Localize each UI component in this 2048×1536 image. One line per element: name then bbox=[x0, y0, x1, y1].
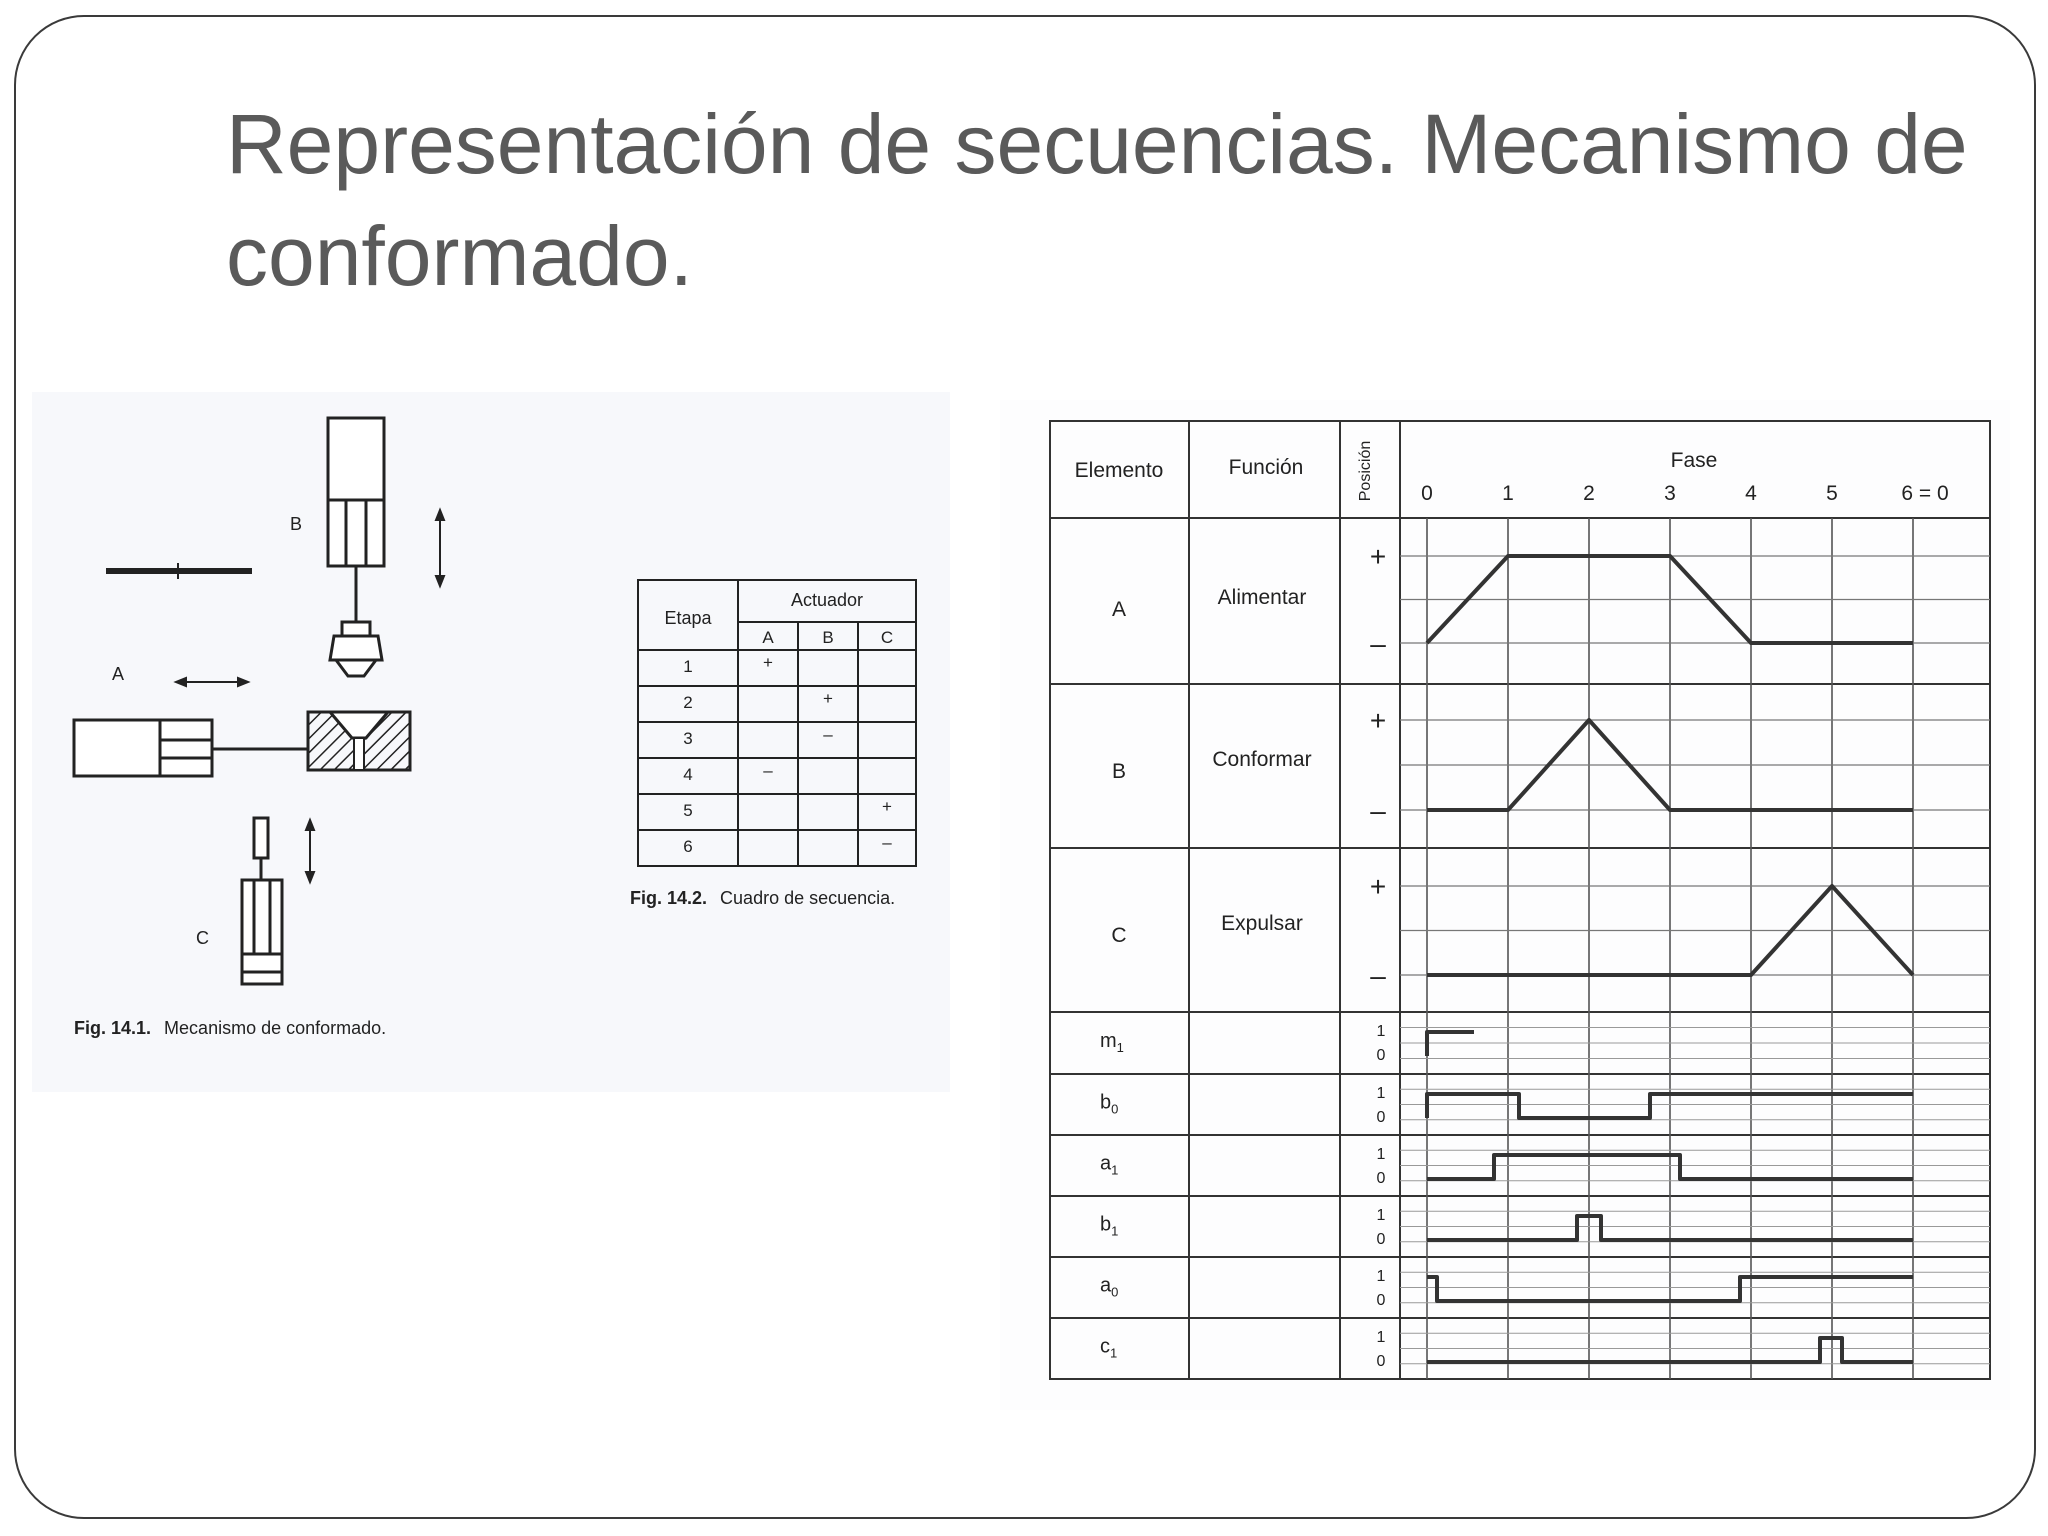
signal-name-sub: 1 bbox=[1111, 1162, 1119, 1178]
table-etapa-cell: 2 bbox=[683, 693, 693, 712]
table-cell-a: – bbox=[763, 761, 773, 780]
signal-name-sub: 1 bbox=[1110, 1345, 1118, 1361]
signal-name bbox=[1100, 1336, 1117, 1361]
elemento-label: B bbox=[1111, 760, 1127, 783]
fig2-caption-bold: Fig. 14.2. bbox=[630, 888, 708, 908]
phase-label: 5 bbox=[1826, 482, 1838, 505]
position-plus: + bbox=[1369, 541, 1387, 572]
signal-name-letter: b bbox=[1100, 1213, 1112, 1236]
table-col-a: A bbox=[762, 628, 774, 647]
fig1-caption-bold: Fig. 14.1. bbox=[74, 1018, 152, 1038]
table-cell-b: – bbox=[823, 725, 833, 744]
fig2-caption-text: Cuadro de secuencia. bbox=[720, 888, 896, 908]
header-fase: Fase bbox=[1670, 449, 1718, 472]
signal-name-letter: a bbox=[1100, 1274, 1112, 1297]
table-cell-a: + bbox=[763, 653, 773, 672]
signal-zero: 0 bbox=[1376, 1292, 1386, 1309]
signal-name bbox=[1100, 1275, 1118, 1300]
table-header-actuador: Actuador bbox=[790, 590, 864, 610]
header-posicion: Posición bbox=[1357, 440, 1374, 502]
signal-name-letter: m bbox=[1100, 1030, 1117, 1052]
position-minus: – bbox=[1370, 960, 1386, 991]
label-c: C bbox=[196, 928, 209, 948]
table-etapa-cell: 1 bbox=[683, 657, 693, 676]
signal-name bbox=[1100, 1030, 1124, 1055]
phase-label: 2 bbox=[1583, 482, 1595, 505]
signal-name-letter: c bbox=[1100, 1335, 1110, 1358]
table-cell-c: + bbox=[882, 797, 892, 816]
phase-label: 3 bbox=[1664, 482, 1676, 505]
signal-name-sub: 1 bbox=[1116, 1040, 1124, 1055]
table-col-b: B bbox=[822, 628, 834, 647]
signal-name bbox=[1100, 1153, 1118, 1178]
elemento-label: A bbox=[1111, 598, 1127, 621]
diagram-grid-structure bbox=[1050, 421, 1990, 1379]
position-plus: + bbox=[1369, 871, 1387, 902]
table-col-c: C bbox=[880, 628, 894, 647]
funcion-label: Expulsar bbox=[1221, 912, 1303, 935]
signal-name-sub: 0 bbox=[1111, 1284, 1119, 1300]
phase-label: 1 bbox=[1502, 482, 1514, 505]
slide-title: Representación de secuencias. Mecanismo de conformado. bbox=[226, 97, 1968, 303]
fig1-caption-text: Mecanismo de conformado. bbox=[164, 1018, 387, 1038]
signal-name bbox=[1100, 1092, 1118, 1117]
header-funcion: Función bbox=[1228, 456, 1304, 479]
signal-one: 1 bbox=[1376, 1329, 1386, 1346]
signal-name-letter: b bbox=[1100, 1091, 1112, 1114]
table-etapa-cell: 4 bbox=[683, 765, 693, 784]
funcion-label: Conformar bbox=[1212, 748, 1312, 771]
signal-one: 1 bbox=[1376, 1023, 1386, 1040]
table-etapa-cell: 6 bbox=[683, 837, 693, 856]
label-a: A bbox=[112, 664, 125, 684]
actuator-rows bbox=[1111, 541, 1386, 991]
position-minus: – bbox=[1370, 795, 1386, 826]
position-plus: + bbox=[1369, 705, 1387, 736]
signal-one: 1 bbox=[1376, 1146, 1386, 1163]
position-minus: – bbox=[1370, 628, 1386, 659]
phase-labels bbox=[1421, 482, 1948, 505]
signal-name-letter: a bbox=[1100, 1152, 1112, 1175]
trace-m1 bbox=[1427, 1032, 1474, 1056]
signal-one: 1 bbox=[1376, 1207, 1386, 1224]
signal-zero: 0 bbox=[1376, 1047, 1386, 1064]
signal-zero: 0 bbox=[1376, 1109, 1386, 1126]
funcion-label: Alimentar bbox=[1217, 586, 1307, 609]
table-etapa-cell: 5 bbox=[683, 801, 693, 820]
table-etapa-cell: 3 bbox=[683, 729, 693, 748]
signal-zero: 0 bbox=[1376, 1231, 1386, 1248]
signal-zero: 0 bbox=[1376, 1353, 1386, 1370]
label-b: B bbox=[290, 514, 303, 534]
signal-name-sub: 1 bbox=[1111, 1223, 1119, 1239]
signal-one: 1 bbox=[1376, 1268, 1386, 1285]
phase-label: 0 bbox=[1421, 482, 1433, 505]
header-elemento: Elemento bbox=[1074, 459, 1164, 482]
table-cell-c: – bbox=[882, 833, 892, 852]
elemento-label: C bbox=[1111, 924, 1127, 947]
signal-one: 1 bbox=[1376, 1085, 1386, 1102]
signal-name-sub: 0 bbox=[1111, 1101, 1119, 1117]
table-header-etapa: Etapa bbox=[664, 608, 712, 628]
phase-grid-lines bbox=[1400, 518, 1990, 1379]
signal-name bbox=[1100, 1214, 1118, 1239]
phase-label: 6 = 0 bbox=[1901, 482, 1949, 505]
phase-label: 4 bbox=[1745, 482, 1757, 505]
table-cell-b: + bbox=[823, 689, 833, 708]
signal-zero: 0 bbox=[1376, 1170, 1386, 1187]
